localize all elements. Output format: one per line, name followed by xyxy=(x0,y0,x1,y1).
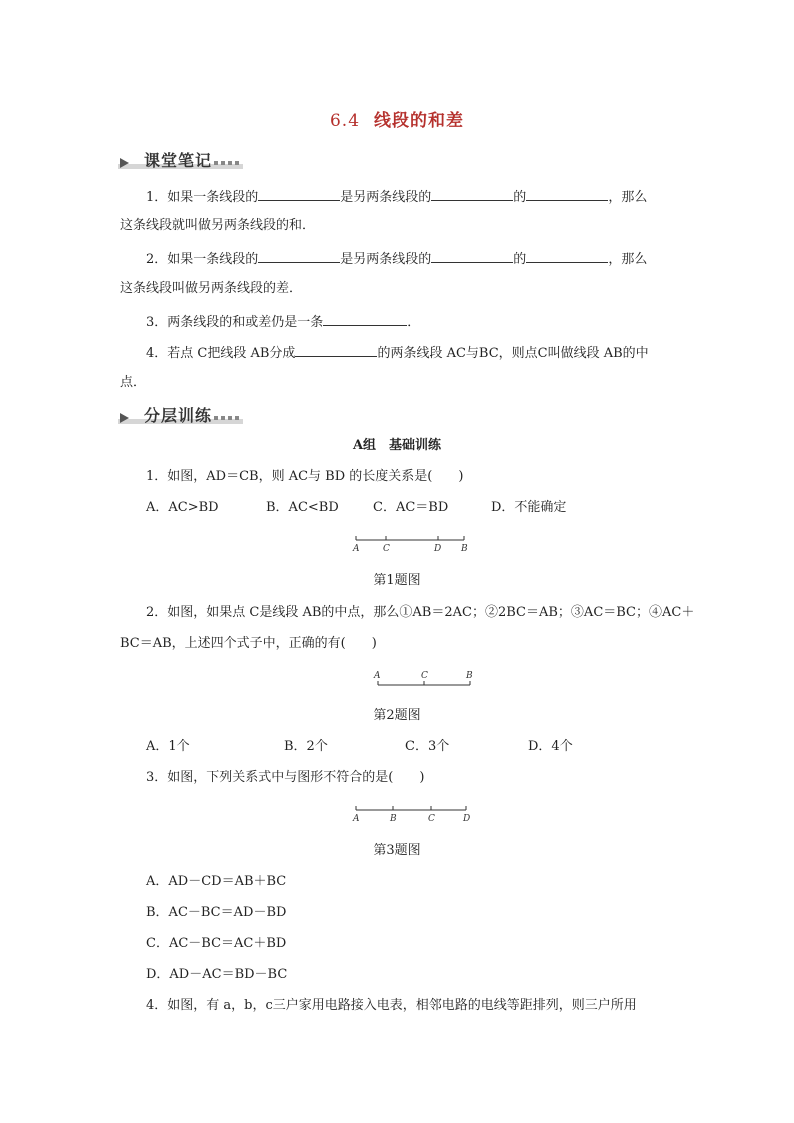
question-2-stem: 2．如图，如果点 C是线段 AB的中点，那么①AB＝2AC；②2BC＝AB；③AC＝BC；④AC＋ xyxy=(146,605,695,620)
fill-blank xyxy=(323,313,407,326)
note-text: 的两条线段 AC与BC，则点C叫做线段 AB的中 xyxy=(377,346,649,361)
note-text: 2．如果一条线段的 xyxy=(146,252,259,267)
note-text: ，那么 xyxy=(608,190,648,205)
dots-decoration xyxy=(214,150,242,169)
point-label: D xyxy=(463,814,471,824)
point-label: C xyxy=(428,814,435,824)
fill-blank xyxy=(431,250,513,263)
note-text: 3．两条线段的和或差仍是一条 xyxy=(146,315,324,330)
q1-caption: 第1题图 xyxy=(373,573,421,588)
q1-option-b: B．AC<BD xyxy=(266,500,339,515)
fill-blank xyxy=(526,250,608,263)
q3-figure xyxy=(348,802,472,826)
q2-option-b: B．2个 xyxy=(284,739,328,754)
section-label: 分层训练 xyxy=(144,406,213,425)
section-number: 6.4 xyxy=(329,111,361,131)
note-4 xyxy=(146,344,649,362)
section-label: 课堂笔记 xyxy=(144,151,213,170)
note-3 xyxy=(146,313,420,331)
point-label: C xyxy=(383,544,390,554)
q1-option-a: A．AC>BD xyxy=(146,500,219,515)
note-text: ． xyxy=(407,315,421,330)
note-text: 的 xyxy=(513,190,527,205)
q3-option-c: C．AC－BC＝AC＋BD xyxy=(146,936,287,951)
q1-option-d: D．不能确定 xyxy=(491,500,567,515)
question-1-stem: 1．如图，AD＝CB，则 AC与 BD 的长度关系是( ) xyxy=(146,469,464,484)
q3-option-a: A．AD－CD＝AB＋BC xyxy=(146,874,287,889)
note-text: 的 xyxy=(513,252,527,267)
group-heading: A组 基础训练 xyxy=(352,438,442,453)
arrow-icon xyxy=(120,158,129,168)
q2-caption: 第2题图 xyxy=(373,708,421,723)
point-label: A xyxy=(353,544,360,554)
q3-option-d: D．AD－AC＝BD－BC xyxy=(146,967,288,982)
note-text: 是另两条线段的 xyxy=(340,190,432,205)
fill-blank xyxy=(258,188,340,201)
question-4-stem: 4．如图，有 a，b，c三户家用电路接入电表，相邻电路的电线等距排列，则三户所用 xyxy=(146,998,637,1013)
question-2-stem-cont: BC＝AB，上述四个式子中，正确的有( ) xyxy=(120,636,377,651)
point-label: B xyxy=(461,544,468,554)
q2-option-c: C．3个 xyxy=(405,739,450,754)
title-text: 线段的和差 xyxy=(374,111,465,131)
fill-blank xyxy=(526,188,608,201)
fill-blank xyxy=(431,188,513,201)
note-text: ，那么 xyxy=(608,252,648,267)
page-title xyxy=(0,106,794,131)
q3-option-b: B．AC－BC＝AD－BD xyxy=(146,905,287,920)
note-2 xyxy=(146,250,647,268)
note-text: 1．如果一条线段的 xyxy=(146,190,259,205)
q2-option-d: D．4个 xyxy=(528,739,573,754)
dots-decoration xyxy=(214,405,242,424)
fill-blank xyxy=(295,344,377,357)
q3-caption: 第3题图 xyxy=(373,843,421,858)
fill-blank xyxy=(258,250,340,263)
arrow-icon xyxy=(120,413,129,423)
note-1 xyxy=(146,188,647,206)
note-text: 是另两条线段的 xyxy=(340,252,432,267)
point-label: B xyxy=(466,671,473,681)
note-4-cont: 点． xyxy=(120,375,147,390)
note-2-cont: 这条线段叫做另两条线段的差． xyxy=(120,281,303,296)
point-label: A xyxy=(353,814,360,824)
question-3-stem: 3．如图，下列关系式中与图形不符合的是( ) xyxy=(146,770,425,785)
section-banner-notes xyxy=(118,150,268,170)
note-1-cont: 这条线段就叫做另两条线段的和． xyxy=(120,218,316,233)
q2-figure xyxy=(370,667,478,691)
q2-option-a: A．1个 xyxy=(146,739,190,754)
q1-option-c: C．AC＝BD xyxy=(373,500,449,515)
note-text: 4．若点 C把线段 AB分成 xyxy=(146,346,296,361)
point-label: C xyxy=(421,671,428,681)
q1-figure xyxy=(348,532,472,556)
point-label: D xyxy=(434,544,442,554)
point-label: A xyxy=(374,671,381,681)
section-banner-practice xyxy=(118,405,268,425)
point-label: B xyxy=(390,814,397,824)
